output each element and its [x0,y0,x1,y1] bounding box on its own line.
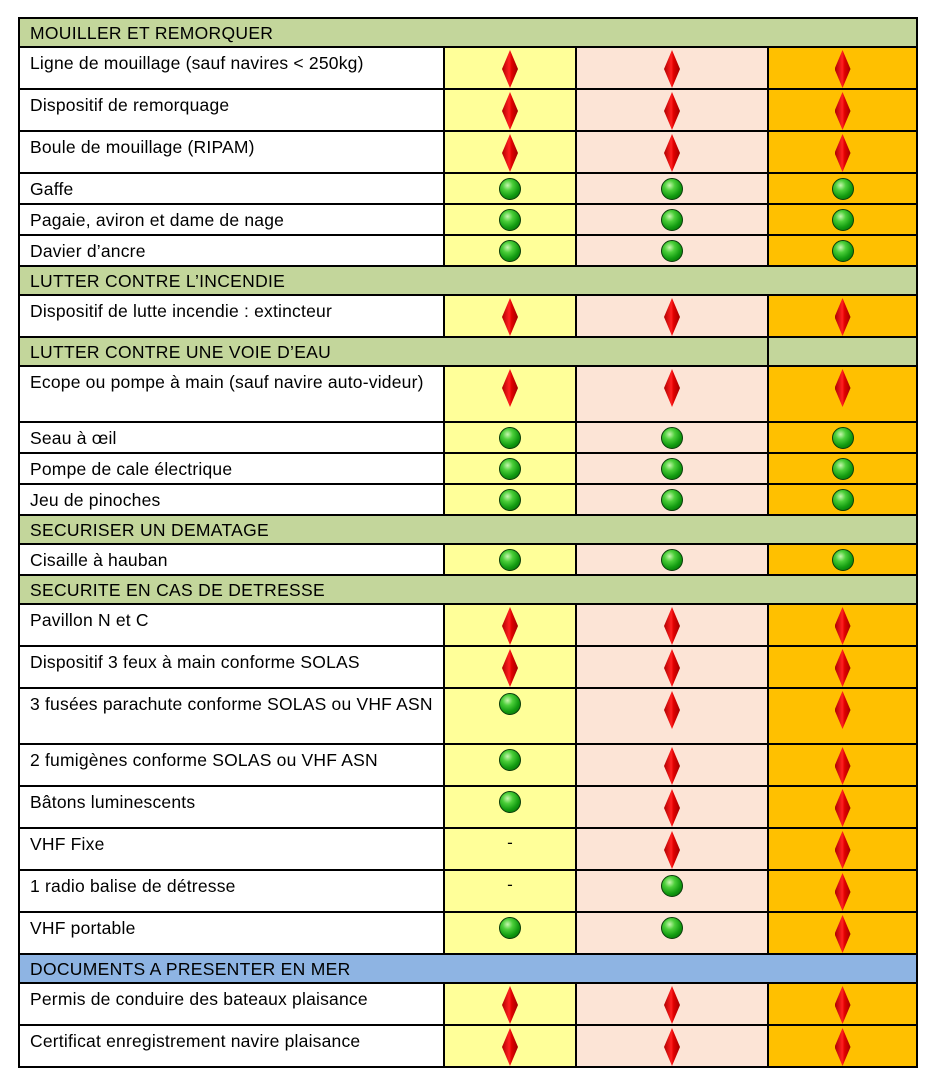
requirement-cell-col-2 [576,89,768,131]
requirement-cell-col-3 [768,453,917,484]
red-diamond-icon [502,369,518,407]
table-row [19,688,917,744]
requirement-cell-col-1 [444,786,576,828]
red-diamond-icon [664,1028,680,1066]
green-dot-icon [832,458,854,480]
requirement-cell-col-1 [444,47,576,89]
green-dot-icon [499,209,521,231]
red-diamond-icon [502,92,518,130]
table-row [19,544,917,575]
equipment-label: Pagaie, aviron et dame de nage [19,204,444,235]
requirement-cell-col-3 [768,786,917,828]
requirement-cell-col-2 [576,870,768,912]
green-dot-icon [499,917,521,939]
requirement-cell-col-3 [768,646,917,688]
red-diamond-icon [664,747,680,785]
requirement-cell-col-1 [444,983,576,1025]
requirement-cell-col-1 [444,604,576,646]
requirement-cell-col-1 [444,173,576,204]
red-diamond-icon [664,92,680,130]
green-dot-icon [832,427,854,449]
table-row [19,828,917,870]
red-diamond-icon [502,1028,518,1066]
requirement-cell-col-2 [576,1025,768,1067]
dash-mark: - [507,875,513,894]
equipment-label: Boule de mouillage (RIPAM) [19,131,444,173]
green-dot-icon [499,489,521,511]
red-diamond-icon [502,298,518,336]
red-diamond-icon [835,747,851,785]
requirement-cell-col-1 [444,204,576,235]
section-header-row [19,18,917,47]
requirement-cell-col-2 [576,173,768,204]
requirement-cell-col-3 [768,544,917,575]
requirement-cell-col-1 [444,422,576,453]
requirement-cell-col-3 [768,604,917,646]
section-title: LUTTER CONTRE UNE VOIE D’EAU [19,337,768,366]
section-title: SECURISER UN DEMATAGE [19,515,917,544]
requirement-cell-col-2 [576,744,768,786]
red-diamond-icon [835,831,851,869]
equipment-label: Certificat enregistrement navire plaisance [19,1025,444,1067]
table-row [19,870,917,912]
requirement-cell-col-3 [768,744,917,786]
requirement-cell-col-3 [768,828,917,870]
red-diamond-icon [835,50,851,88]
section-title: MOUILLER ET REMORQUER [19,18,917,47]
table-row [19,173,917,204]
table-row [19,1025,917,1067]
requirement-cell-col-3 [768,131,917,173]
requirement-cell-col-1 [444,295,576,337]
requirement-cell-col-1 [444,235,576,266]
red-diamond-icon [664,369,680,407]
equipment-label: Dispositif 3 feux à main conforme SOLAS [19,646,444,688]
green-dot-icon [499,749,521,771]
requirement-cell-col-3 [768,204,917,235]
requirement-cell-col-3 [768,295,917,337]
equipment-label: Bâtons luminescents [19,786,444,828]
requirement-cell-col-3 [768,366,917,422]
red-diamond-icon [835,789,851,827]
requirement-cell-col-1 [444,870,576,912]
requirement-cell-col-1 [444,544,576,575]
table-row [19,484,917,515]
requirement-cell-col-2 [576,295,768,337]
requirement-cell-col-3 [768,47,917,89]
requirement-cell-col-2 [576,204,768,235]
requirement-cell-col-2 [576,544,768,575]
red-diamond-icon [502,50,518,88]
table-row [19,983,917,1025]
equipment-table [18,17,918,1068]
red-diamond-icon [664,691,680,729]
requirement-cell-col-2 [576,828,768,870]
equipment-label: Ligne de mouillage (sauf navires < 250kg) [19,47,444,89]
equipment-label: VHF portable [19,912,444,954]
green-dot-icon [661,240,683,262]
equipment-label: 2 fumigènes conforme SOLAS ou VHF ASN [19,744,444,786]
green-dot-icon [661,178,683,200]
equipment-label: 3 fusées parachute conforme SOLAS ou VHF ASN [19,688,444,744]
table-row [19,604,917,646]
table-row [19,89,917,131]
red-diamond-icon [835,607,851,645]
green-dot-icon [832,549,854,571]
red-diamond-icon [835,915,851,953]
red-diamond-icon [664,607,680,645]
equipment-label: Pompe de cale électrique [19,453,444,484]
green-dot-icon [832,209,854,231]
table-row [19,366,917,422]
green-dot-icon [661,875,683,897]
red-diamond-icon [664,649,680,687]
section-header-row [19,266,917,295]
table-row [19,786,917,828]
table-row [19,422,917,453]
green-dot-icon [499,791,521,813]
section-header-row [19,515,917,544]
red-diamond-icon [664,986,680,1024]
requirement-cell-col-2 [576,484,768,515]
dash-mark: - [507,833,513,852]
section-title: DOCUMENTS A PRESENTER EN MER [19,954,917,983]
red-diamond-icon [835,986,851,1024]
table-row [19,646,917,688]
section-title: LUTTER CONTRE L’INCENDIE [19,266,917,295]
red-diamond-icon [502,607,518,645]
requirement-cell-col-2 [576,604,768,646]
red-diamond-icon [502,134,518,172]
requirement-cell-col-2 [576,366,768,422]
equipment-label: Dispositif de lutte incendie : extincteur [19,295,444,337]
table-row [19,204,917,235]
green-dot-icon [832,178,854,200]
requirement-cell-col-2 [576,422,768,453]
green-dot-icon [661,917,683,939]
equipment-label: Permis de conduire des bateaux plaisance [19,983,444,1025]
equipment-table-body [19,18,917,1067]
red-diamond-icon [835,134,851,172]
equipment-label: Dispositif de remorquage [19,89,444,131]
section-header-row [19,337,917,366]
requirement-cell-col-3 [768,422,917,453]
red-diamond-icon [835,92,851,130]
requirement-cell-col-2 [576,131,768,173]
red-diamond-icon [664,789,680,827]
green-dot-icon [499,240,521,262]
green-dot-icon [832,489,854,511]
requirement-cell-col-3 [768,173,917,204]
requirement-cell-col-2 [576,235,768,266]
equipment-label: Gaffe [19,173,444,204]
requirement-cell-col-1 [444,744,576,786]
table-row [19,744,917,786]
table-row [19,453,917,484]
green-dot-icon [832,240,854,262]
red-diamond-icon [502,649,518,687]
green-dot-icon [499,458,521,480]
red-diamond-icon [664,298,680,336]
table-row [19,47,917,89]
requirement-cell-col-2 [576,688,768,744]
equipment-label: Seau à œil [19,422,444,453]
red-diamond-icon [664,134,680,172]
requirement-cell-col-2 [576,912,768,954]
red-diamond-icon [664,50,680,88]
requirement-cell-col-1 [444,688,576,744]
green-dot-icon [661,209,683,231]
equipment-label: VHF Fixe [19,828,444,870]
equipment-label: 1 radio balise de détresse [19,870,444,912]
requirement-cell-col-3 [768,89,917,131]
section-header-row [19,954,917,983]
red-diamond-icon [835,1028,851,1066]
requirement-cell-col-2 [576,983,768,1025]
requirement-cell-col-1 [444,646,576,688]
requirement-cell-col-2 [576,786,768,828]
requirement-cell-col-1 [444,1025,576,1067]
red-diamond-icon [835,298,851,336]
requirement-cell-col-1 [444,89,576,131]
requirement-cell-col-3 [768,912,917,954]
green-dot-icon [499,427,521,449]
requirement-cell-col-3 [768,235,917,266]
requirement-cell-col-3 [768,484,917,515]
green-dot-icon [661,458,683,480]
equipment-label: Pavillon N et C [19,604,444,646]
requirement-cell-col-1 [444,453,576,484]
green-dot-icon [499,178,521,200]
requirement-cell-col-1 [444,912,576,954]
requirement-cell-col-1 [444,131,576,173]
requirement-cell-col-1 [444,484,576,515]
green-dot-icon [499,549,521,571]
requirement-cell-col-1 [444,366,576,422]
green-dot-icon [499,693,521,715]
green-dot-icon [661,427,683,449]
section-title: SECURITE EN CAS DE DETRESSE [19,575,917,604]
requirement-cell-col-3 [768,688,917,744]
table-row [19,912,917,954]
requirement-cell-col-2 [576,453,768,484]
red-diamond-icon [835,873,851,911]
red-diamond-icon [664,831,680,869]
table-row [19,131,917,173]
red-diamond-icon [835,649,851,687]
red-diamond-icon [835,369,851,407]
red-diamond-icon [835,691,851,729]
equipment-label: Ecope ou pompe à main (sauf navire auto-videur) [19,366,444,422]
red-diamond-icon [502,986,518,1024]
requirement-cell-col-2 [576,47,768,89]
table-row [19,295,917,337]
requirement-cell-col-2 [576,646,768,688]
requirement-cell-col-1 [444,828,576,870]
green-dot-icon [661,549,683,571]
requirement-cell-col-3 [768,983,917,1025]
table-row [19,235,917,266]
section-header-tail [768,337,917,366]
equipment-label: Jeu de pinoches [19,484,444,515]
requirement-cell-col-3 [768,1025,917,1067]
green-dot-icon [661,489,683,511]
equipment-label: Davier d’ancre [19,235,444,266]
section-header-row [19,575,917,604]
requirement-cell-col-3 [768,870,917,912]
equipment-label: Cisaille à hauban [19,544,444,575]
